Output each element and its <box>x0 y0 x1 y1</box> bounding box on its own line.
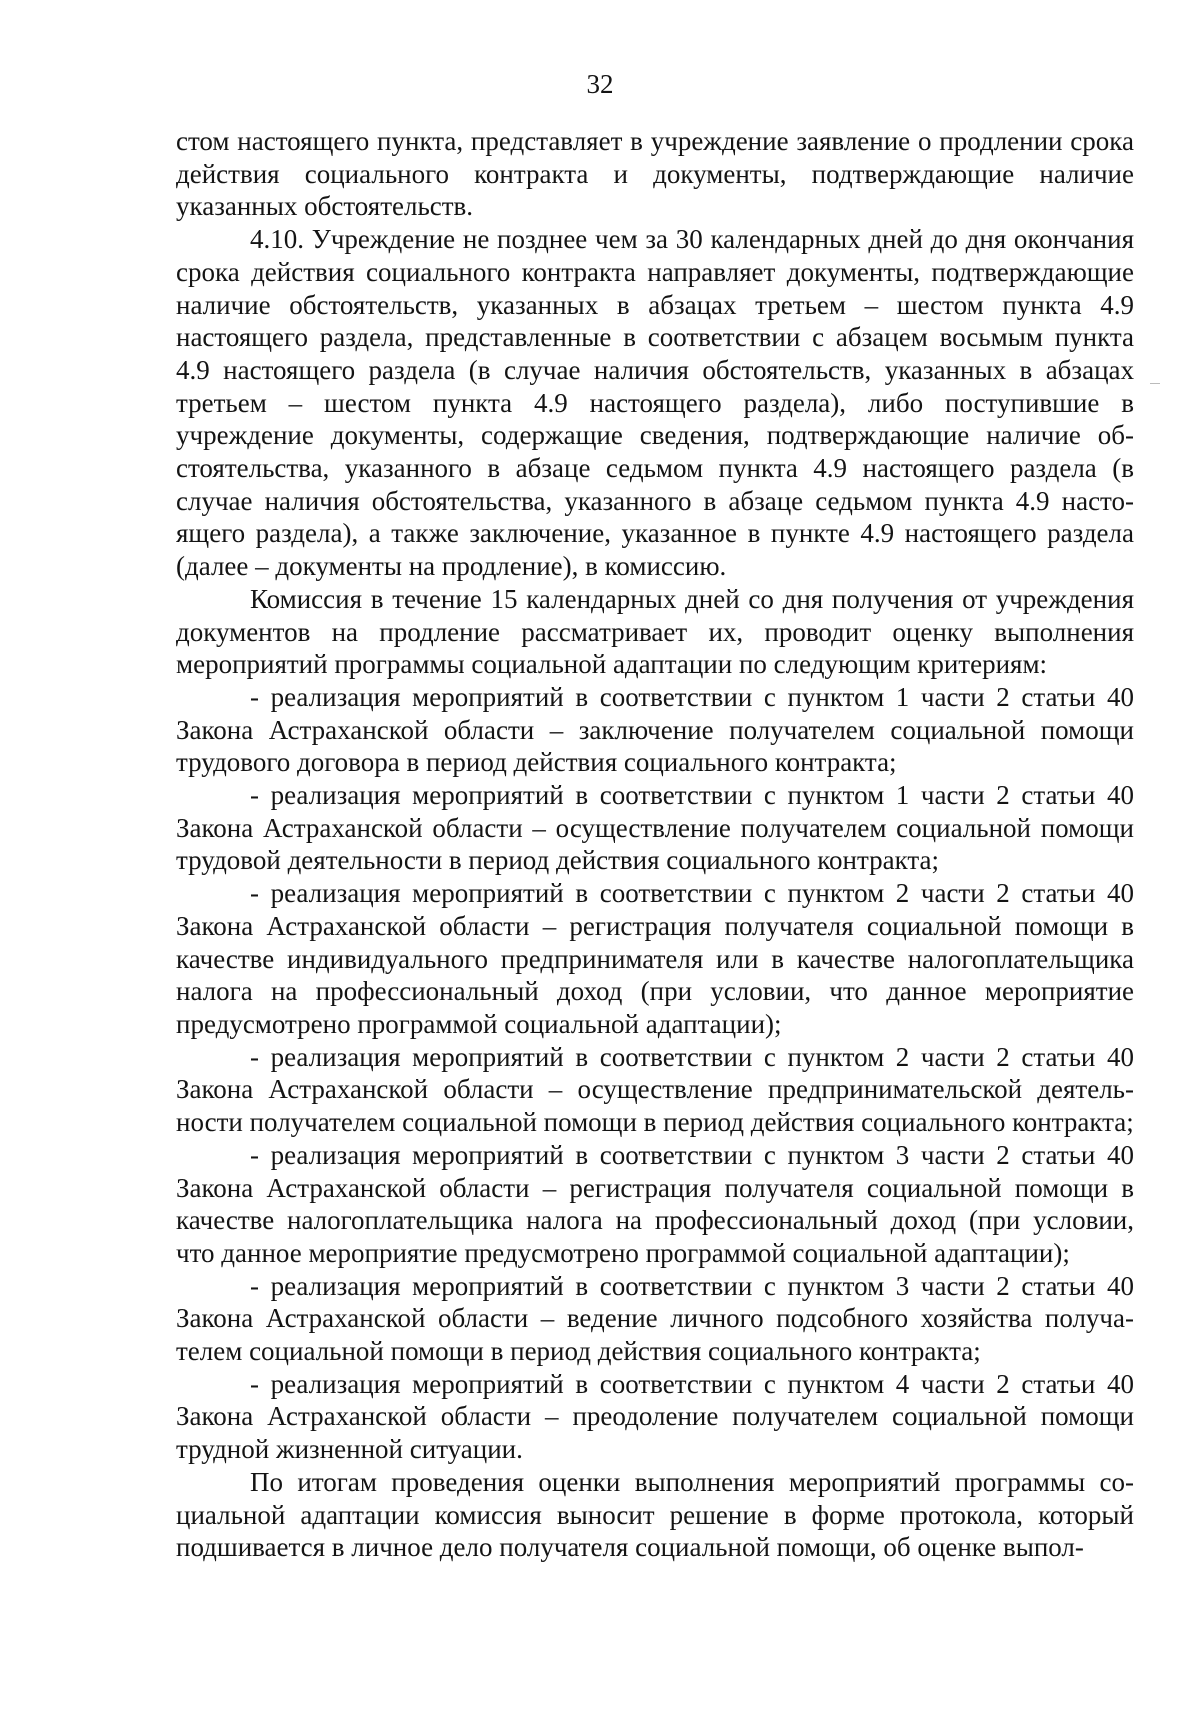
paragraph-assessment-results: По итогам проведения оценки выполнения мероприятий программы социальной адаптации комиссия выносит решение в форме протокола, который подшивается в личное дело получателя социальной помощи, об оценке выпол- <box>176 1466 1134 1563</box>
criterion-item-3: - реализация мероприятий в соответствии с пунктом 2 части 2 статьи 40 Закона Астраханской области – регистрация получателя социальной помощи в качестве индивидуального предпринимателя или в качестве налогоплательщика налога на профессиональный доход (при условии, что данное мероприятие предусмотрено программой социальной адаптации); <box>176 878 1134 1039</box>
scan-artifact <box>1150 383 1160 384</box>
document-body <box>176 125 1134 1564</box>
criterion-item-7: - реализация мероприятий в соответствии с пунктом 4 части 2 статьи 40 Закона Астраханской области – преодоление получателем социальной помощи трудной жизненной ситуации. <box>176 1368 1134 1465</box>
paragraph-continuation: стом настоящего пункта, представляет в учреждение заявление о продлении срока действия социального контракта и документы, подтверждающие наличие указанных обстоятельств. <box>176 126 1134 222</box>
criterion-item-2: - реализация мероприятий в соответствии с пунктом 1 части 2 статьи 40 Закона Астраханской области – осуществление получателем социальной помощи трудовой деятельности в период действия социального контракта; <box>176 780 1134 876</box>
criterion-item-5: - реализация мероприятий в соответствии с пунктом 3 части 2 статьи 40 Закона Астраханской области – регистрация получателя социальной помощи в качестве налогоплательщика налога на профессиональный доход (при условии, что данное мероприятие предусмотрено программой социальной адаптации); <box>176 1139 1134 1268</box>
criterion-item-6: - реализация мероприятий в соответствии с пунктом 3 части 2 статьи 40 Закона Астраханской области – ведение личного подсобного хозяйства получателем социальной помощи в период действия социального контракта; <box>176 1270 1134 1367</box>
criterion-item-4: - реализация мероприятий в соответствии с пунктом 2 части 2 статьи 40 Закона Астраханской области – осуществление предпринимательской деятельности получателем социальной помощи в период действия социального контракта; <box>176 1041 1134 1138</box>
criterion-item-1: - реализация мероприятий в соответствии с пунктом 1 части 2 статьи 40 Закона Астраханской области – заключение получателем социальной помощи трудового договора в период действия социального контракта; <box>176 681 1134 778</box>
paragraph-4-10: 4.10. Учреждение не позднее чем за 30 календарных дней до дня окончания срока действия социального контракта направляет документы, подтверждающие наличие обстоятельств, указанных в абзацах третьем – шестом пункта 4.9 настоящего раздела, представленные в соответствии с абзацем восьмым пункта 4.9 настоящего раздела (в случае наличия обстоятельств, указанных в абзацах третьем – шестом пункта 4.9 настоящего раздела), либо поступившие в учреждение документы, содержащие сведения, подтверждающие наличие обстоятельства, указанного в абзаце седьмом пункта 4.9 настоящего раздела (в случае наличия обстоятельства, указанного в абзаце седьмом пункта 4.9 настоящего раздела), а также заключение, указанное в пункте 4.9 настоящего раздела (далее – документы на продление), в комиссию. <box>176 224 1134 582</box>
paragraph-commission-review: Комиссия в течение 15 календарных дней со дня получения от учреждения документов на продление рассматривает их, проводит оценку выполнения мероприятий программы социальной адаптации по следующим критериям: <box>176 583 1134 680</box>
page-number: 32 <box>586 69 614 99</box>
